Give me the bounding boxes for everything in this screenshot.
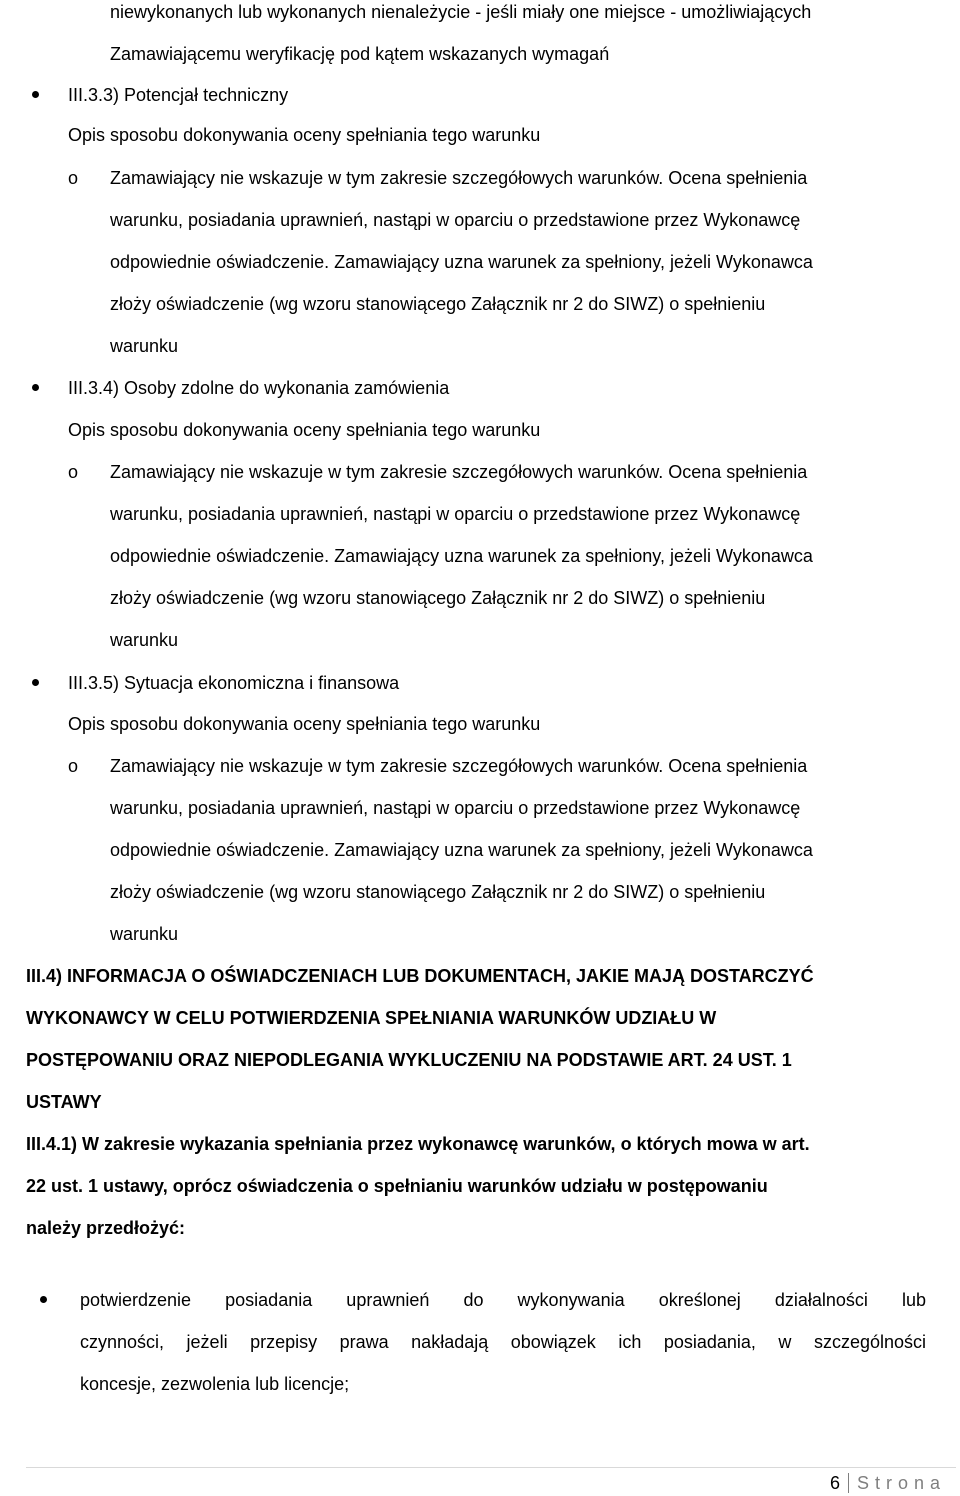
section-text-line: odpowiednie oświadczenie. Zamawiający uzna warunek za spełniony, jeżeli Wykonawca (110, 546, 813, 566)
section-text-line: warunku, posiadania uprawnień, nastąpi w oparciu o przedstawione przez Wykonawcę (110, 798, 801, 818)
section-title-line: POSTĘPOWANIU ORAZ NIEPODLEGANIA WYKLUCZENIU NA PODSTAWIE ART. 24 UST. 1 (26, 1050, 792, 1070)
section-text-line: złoży oświadczenie (wg wzoru stanowiącego Załącznik nr 2 do SIWZ) o spełnieniu (110, 294, 766, 314)
section-text-line: warunku, posiadania uprawnień, nastąpi w oparciu o przedstawione przez Wykonawcę (110, 210, 801, 230)
section-title-line: WYKONAWCY W CELU POTWIERDZENIA SPEŁNIANIA WARUNKÓW UDZIAŁU W (26, 1008, 717, 1028)
list-marker: o (68, 462, 79, 482)
section-subheading: Opis sposobu dokonywania oceny spełniania tego warunku (68, 714, 541, 734)
subsection-line: 22 ust. 1 ustawy, oprócz oświadczenia o spełnianiu warunków udziału w postępowaniu (26, 1176, 768, 1196)
section-text-line: Zamawiający nie wskazuje w tym zakresie szczegółowych warunków. Ocena spełnienia (110, 168, 808, 188)
bullet-dot-icon (40, 1296, 47, 1303)
bullet-text-line: czynności, jeżeli przepisy prawa nakładają obowiązek ich posiadania, w szczególności (80, 1332, 926, 1352)
section-text-line: warunku (110, 924, 179, 944)
section-text-line: złoży oświadczenie (wg wzoru stanowiącego Załącznik nr 2 do SIWZ) o spełnieniu (110, 882, 766, 902)
section-text-line: odpowiednie oświadczenie. Zamawiający uzna warunek za spełniony, jeżeli Wykonawca (110, 252, 813, 272)
section-text-line: Zamawiający nie wskazuje w tym zakresie szczegółowych warunków. Ocena spełnienia (110, 462, 808, 482)
subsection-line: należy przedłożyć: (26, 1218, 186, 1238)
footer-divider (26, 1467, 956, 1468)
list-marker: o (68, 756, 79, 776)
section-text-line: Zamawiający nie wskazuje w tym zakresie szczegółowych warunków. Ocena spełnienia (110, 756, 808, 776)
intro-line-2: Zamawiającemu weryfikację pod kątem wskazanych wymagań (110, 44, 610, 64)
section-text-line: warunku (110, 336, 179, 356)
footer-separator (848, 1473, 849, 1493)
section-text-line: warunku (110, 630, 179, 650)
bullet-dot-icon (32, 679, 39, 686)
section-subheading: Opis sposobu dokonywania oceny spełniania tego warunku (68, 125, 541, 145)
intro-line-1: niewykonanych lub wykonanych nienależycie - jeśli miały one miejsce - umożliwiających (110, 2, 812, 22)
section-title-line: USTAWY (26, 1092, 102, 1112)
bullet-dot-icon (32, 384, 39, 391)
section-heading: III.3.5) Sytuacja ekonomiczna i finansowa (68, 673, 400, 693)
section-text-line: złoży oświadczenie (wg wzoru stanowiącego Załącznik nr 2 do SIWZ) o spełnieniu (110, 588, 766, 608)
page-footer (830, 1472, 946, 1494)
page-label: Strona (856, 1473, 946, 1493)
page-number: 6 (829, 1473, 840, 1493)
section-text-line: odpowiednie oświadczenie. Zamawiający uzna warunek za spełniony, jeżeli Wykonawca (110, 840, 813, 860)
bullet-text-line: koncesje, zezwolenia lub licencje; (80, 1374, 350, 1394)
bullet-text-line: potwierdzenie posiadania uprawnień do wykonywania określonej działalności lub (80, 1290, 926, 1310)
section-heading: III.3.3) Potencjał techniczny (68, 85, 289, 105)
section-title-line: III.4) INFORMACJA O OŚWIADCZENIACH LUB DOKUMENTACH, JAKIE MAJĄ DOSTARCZYĆ (26, 966, 814, 986)
bullet-dot-icon (32, 91, 39, 98)
list-marker: o (68, 168, 79, 188)
section-subheading: Opis sposobu dokonywania oceny spełniania tego warunku (68, 420, 541, 440)
section-text-line: warunku, posiadania uprawnień, nastąpi w oparciu o przedstawione przez Wykonawcę (110, 504, 801, 524)
subsection-line: III.4.1) W zakresie wykazania spełniania przez wykonawcę warunków, o których mowa w art. (26, 1134, 810, 1154)
section-heading: III.3.4) Osoby zdolne do wykonania zamówienia (68, 378, 450, 398)
